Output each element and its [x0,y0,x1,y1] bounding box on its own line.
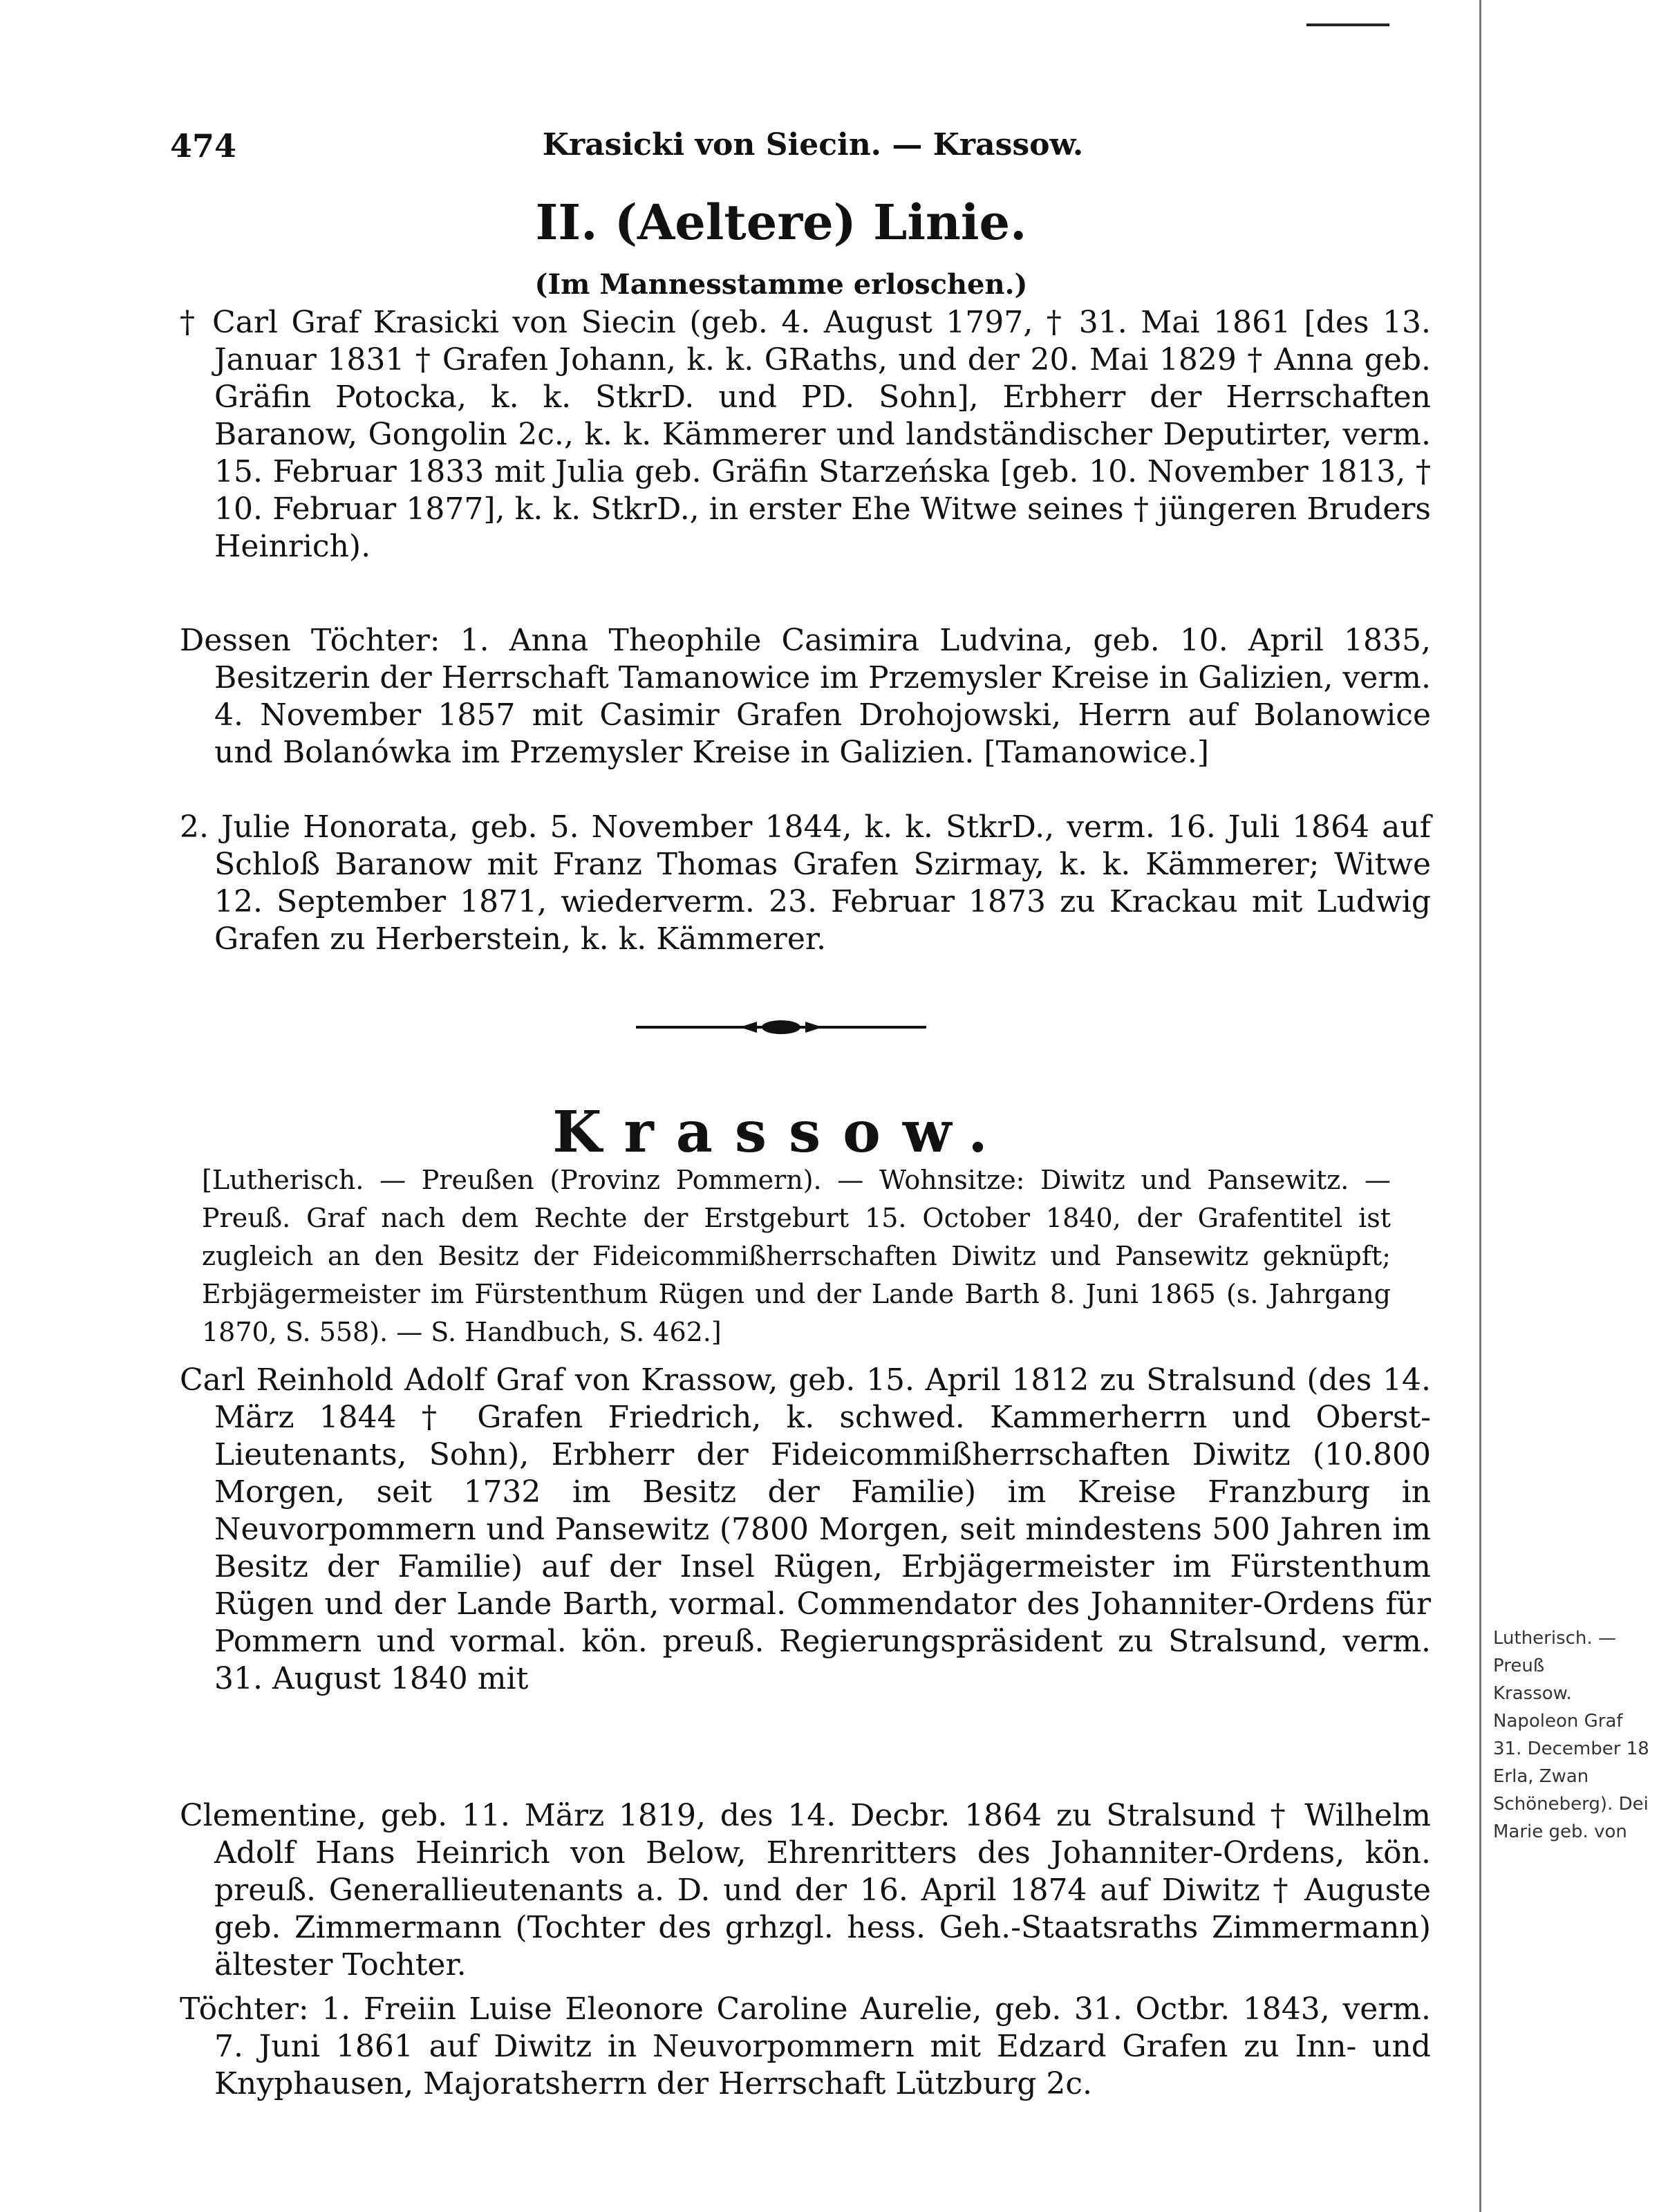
entry-carl-krasicki: † Carl Graf Krasicki von Siecin (geb. 4. August 1797, † 31. Mai 1861 [des 13. Januar 1831 † Grafen Johann, k. k. GRaths, und der 20. Mai 1829 † Anna geb. Gräfin Potocka, k. k. StkrD. und PD. Sohn], Erbherr der Herrschaften Baranow, Gongolin 2c., k. k. Kämmerer und landständischer Deputirter, verm. 15. Februar 1833 mit Julia geb. Gräfin Starzeńska [geb. 10. November 1813, † 10. Februar 1877], k. k. StkrD., in erster Ehe Witwe seines † jüngeren Bruders Heinrich). [180,305,1431,564]
bleed-line: Erla, Zwan [1493,1766,1589,1787]
entry-spouse-clementine: Clementine, geb. 11. März 1819, des 14. Decbr. 1864 zu Stralsund † Wilhelm Adolf Hans Heinrich von Below, Ehrenritters des Johanniter-Ordens, kön. preuß. Generallieutenants a. D. und der 16. April 1874 auf Diwitz † Auguste geb. Zimmermann (Tochter des grhzgl. hess. Geh.-Staatsraths Zimmermann) ältester Tochter. [180,1798,1431,1983]
ornamental-divider [636,1018,926,1037]
page-gutter-line [1479,0,1481,2212]
section-title-linie: II. (Aeltere) Linie. [535,194,1027,251]
bleed-line: Schöneberg). Dei [1493,1794,1649,1815]
entry-daughters-krasicki-1: Dessen Töchter: 1. Anna Theophile Casimira Ludvina, geb. 10. April 1835, Besitzerin der Herrschaft Tamanowice im Przemysler Kreise in Galizien, verm. 4. November 1857 mit Casimir Grafen Drohojowski, Herrn auf Bolanowice und Bolanówka im Przemysler Kreise in Galizien. [Tamanowice.] [180,623,1431,770]
bleed-line: Lutherisch. — Preuß [1493,1628,1616,1676]
intro-krassow: [Lutherisch. — Preußen (Provinz Pommern). — Wohnsitze: Diwitz und Pansewitz. — Preuß. Graf nach dem Rechte der Erstgeburt 15. October 1840, der Grafentitel ist zugleich an den Besitz der Fideicommißherrschaften Diwitz und Pansewitz geknüpft; Erbjägermeister im Fürstenthum Rügen und der Lande Barth 8. Juni 1865 (s. Jahrgang 1870, S. 558). — S. Handbuch, S. 462.] [202,1165,1391,1347]
bleed-line: Napoleon Graf [1493,1711,1623,1732]
family-title-krassow: Krassow. [552,1099,1010,1165]
entry-carl-krassow: Carl Reinhold Adolf Graf von Krassow, geb. 15. April 1812 zu Stralsund (des 14. März 1844 † Grafen Friedrich, k. schwed. Kammerherrn und Oberst-Lieutenants, Sohn), Erbherr der Fideicommißherrschaften Diwitz (10.800 Morgen, seit 1732 im Besitz der Familie) im Kreise Franzburg in Neuvorpommern und Pansewitz (7800 Morgen, seit mindestens 500 Jahren im Besitz der Familie) auf der Insel Rügen, Erbjägermeister im Fürstenthum Rügen und der Lande Barth, vormal. Commendator des Johanniter-Ordens für Pommern und vormal. kön. preuß. Regierungspräsident zu Stralsund, verm. 31. August 1840 mit [180,1362,1431,1696]
scan-mark-top [1306,24,1389,26]
entry-daughters-krassow: Töchter: 1. Freiin Luise Eleonore Caroline Aurelie, geb. 31. Octbr. 1843, verm. 7. Juni 1861 auf Diwitz in Neuvorpommern mit Edzard Grafen zu Inn- und Knyphausen, Majoratsherrn der Herrschaft Lützburg 2c. [180,1991,1431,2101]
running-head: Krasicki von Siecin. — Krassow. [542,127,1084,162]
bleed-line: Marie geb. von [1493,1821,1627,1842]
page-number: 474 [170,127,237,165]
section-subtitle-linie: (Im Mannesstamme erloschen.) [534,268,1028,301]
page-header [170,127,1428,182]
entry-daughters-krasicki-2: 2. Julie Honorata, geb. 5. November 1844, k. k. StkrD., verm. 16. Juli 1864 auf Schloß Baranow mit Franz Thomas Grafen Szirmay, k. k. Kämmerer; Witwe 12. September 1871, wiederverm. 23. Februar 1873 zu Krackau mit Ludwig Grafen zu Herberstein, k. k. Kämmerer. [180,809,1431,957]
bleed-line: Krassow. [1493,1683,1572,1704]
bleed-through-text [1493,1624,1659,1936]
bleed-line: 31. December 18 [1493,1738,1649,1759]
